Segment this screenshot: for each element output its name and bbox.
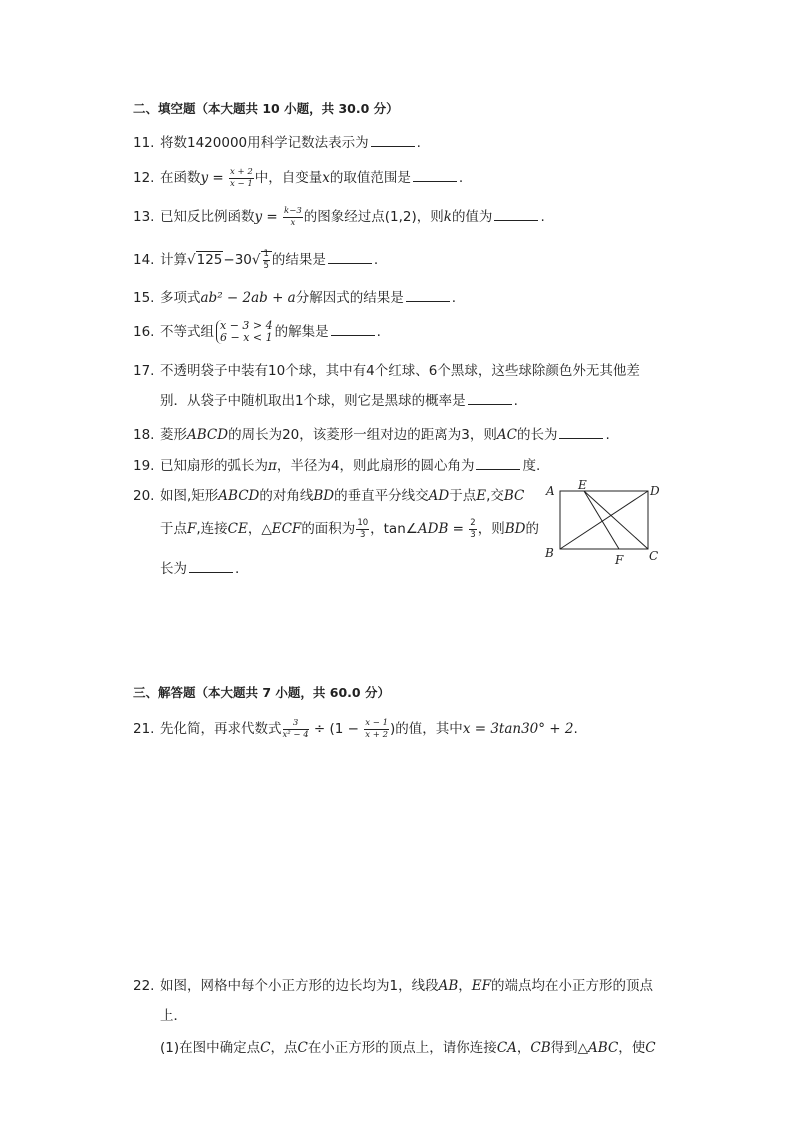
label-e: E bbox=[578, 478, 587, 492]
question-22-line2: 上． bbox=[160, 1008, 187, 1024]
question-21: 21. 先化简，再求代数式 $\frac{3}{\text{x² − 4}}$ ÷ (1 − $\frac{x - 1}{x + 2}$ )的值，其中x = 3tan30° + 2. bbox=[133, 718, 578, 740]
question-17-line2: 别．从袋子中随机取出1个球，则它是黑球的概率是 . bbox=[160, 393, 518, 409]
question-11: 11. 将数1420000用科学记数法表示为 . bbox=[133, 135, 421, 151]
fraction: $\frac{x - 1}{x + 2}$ bbox=[365, 718, 389, 740]
answer-blank bbox=[331, 323, 375, 336]
section-fill-blank: 二、填空题（本大题共 10 小题，共 30.0 分） bbox=[133, 101, 399, 116]
fraction: $\frac{10}{3}$ bbox=[357, 518, 369, 540]
segment-ef bbox=[584, 491, 619, 549]
label-c: C bbox=[649, 549, 659, 563]
answer-blank bbox=[494, 208, 538, 221]
answer-blank bbox=[328, 251, 372, 264]
fraction: $\frac{k-3}{x}$ bbox=[284, 206, 302, 228]
fraction: $\frac{1}{5}$ bbox=[263, 249, 269, 271]
label-b: B bbox=[545, 546, 554, 560]
sqrt-sign: √ bbox=[187, 252, 196, 268]
sqrt-sign: √ bbox=[251, 252, 261, 268]
diagonal-bd bbox=[560, 491, 648, 549]
fraction: $\frac{2}{3}$ bbox=[470, 518, 476, 540]
question-18: 18. 菱形ABCD的周长为20，该菱形一组对边的距离为3，则AC的长为 . bbox=[133, 427, 610, 443]
answer-blank bbox=[371, 134, 415, 147]
question-22-line3: (1)在图中确定点C，点C在小正方形的顶点上，请你连接CA，CB得到△ABC，使C bbox=[160, 1040, 656, 1056]
label-d: D bbox=[650, 484, 660, 498]
question-20-line2: 于点F,连接CE，△ECF的面积为 $\frac{10}{3}$ ，tan∠ADB = $\frac{2}{3}$ ，则BD的 bbox=[160, 518, 539, 540]
question-12: 12. 在函数y = $\frac{x + 2}{x - 1}$ 中，自变量x的取值范围是 . bbox=[133, 167, 464, 189]
question-19: 19. 已知扇形的弧长为π，半径为4，则此扇形的圆心角为 度. bbox=[133, 458, 541, 474]
question-20: 20. 如图,矩形ABCD的对角线BD的垂直平分线交AD于点E,交BC bbox=[133, 488, 525, 504]
question-16: 16. 不等式组 x − 3 > 4 6 − x < 1 的解集是 . bbox=[133, 319, 381, 344]
question-13: 13. 已知反比例函数y = $\frac{k-3}{x}$ 的图象经过点(1,2)，则k的值为 . bbox=[133, 206, 545, 228]
question-number: 11. bbox=[133, 135, 155, 151]
fraction: $\frac{3}{\text{x² − 4}}$ bbox=[282, 718, 309, 740]
rectangle-figure bbox=[540, 478, 665, 570]
answer-blank bbox=[189, 560, 233, 573]
question-15: 15. 多项式ab² − 2ab + a分解因式的结果是 . bbox=[133, 290, 457, 306]
label-f: F bbox=[615, 553, 624, 567]
label-a: A bbox=[546, 484, 555, 498]
answer-blank bbox=[406, 289, 450, 302]
question-22: 22. 如图，网格中每个小正方形的边长均为1，线段AB，EF的端点均在小正方形的顶点 bbox=[133, 978, 653, 994]
fraction: $\frac{x + 2}{x - 1}$ bbox=[230, 167, 253, 189]
answer-blank bbox=[413, 169, 457, 182]
inequality-system: x − 3 > 4 6 − x < 1 bbox=[216, 320, 273, 343]
segment-ec bbox=[584, 491, 648, 549]
question-17: 17. 不透明袋子中装有10个球，其中有4个红球、6个黑球，这些球除颜色外无其他差 bbox=[133, 363, 640, 379]
answer-blank bbox=[559, 426, 603, 439]
question-20-line3: 长为 . bbox=[160, 561, 240, 577]
answer-blank bbox=[468, 392, 512, 405]
section-answer: 三、解答题（本大题共 7 小题，共 60.0 分） bbox=[133, 685, 390, 700]
answer-blank bbox=[476, 457, 520, 470]
question-14: 14. 计算√125−30√ $\frac{1}{5}$ 的结果是 . bbox=[133, 249, 379, 271]
